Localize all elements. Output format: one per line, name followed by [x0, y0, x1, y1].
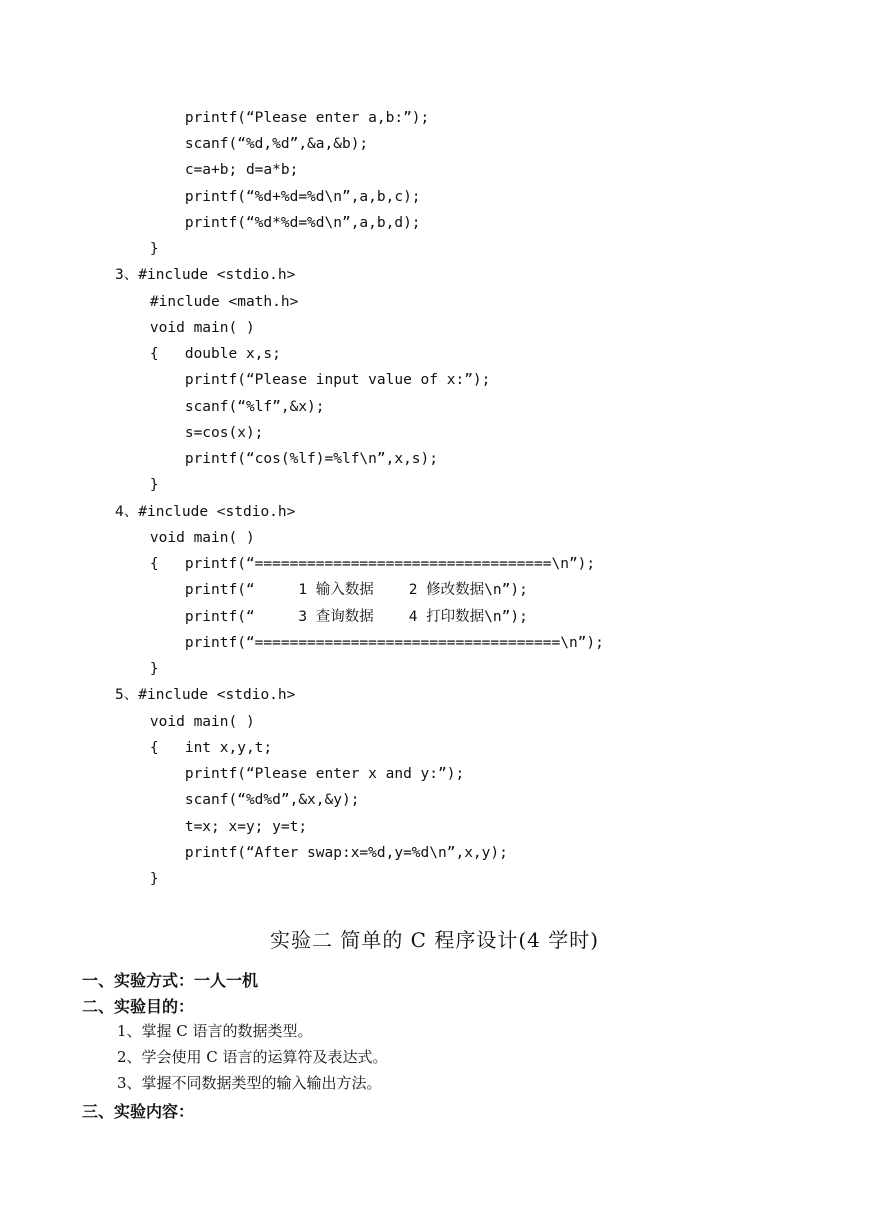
- code-line: printf(“%d*%d=%d\n”,a,b,d);: [115, 215, 421, 231]
- code-line: 3、#include <stdio.h>: [115, 267, 296, 283]
- code-line: }: [115, 661, 159, 677]
- code-line: scanf(“%d,%d”,&a,&b);: [115, 136, 369, 152]
- code-line: void main( ): [115, 714, 255, 730]
- code-line: }: [115, 241, 159, 257]
- section-title: 实验二 简单的 C 程序设计(4 学时): [269, 928, 600, 952]
- code-line: { int x,y,t;: [115, 740, 273, 756]
- code-line: printf(“After swap:x=%d,y=%d\n”,x,y);: [115, 845, 508, 861]
- code-line: scanf(“%lf”,&x);: [115, 399, 325, 415]
- code-line: printf(“Please enter a,b:”);: [115, 110, 430, 126]
- code-line: { double x,s;: [115, 346, 281, 362]
- code-line: printf(“Please input value of x:”);: [115, 372, 491, 388]
- code-line: t=x; x=y; y=t;: [115, 819, 308, 835]
- purpose-item: 2、学会使用 C 语言的运算符及表达式。: [117, 1048, 388, 1066]
- code-line: printf(“===================================\n”);: [115, 635, 604, 651]
- code-line: printf(“%d+%d=%d\n”,a,b,c);: [115, 189, 421, 205]
- code-line: c=a+b; d=a*b;: [115, 162, 299, 178]
- code-line: }: [115, 477, 159, 493]
- heading-experiment-mode: 一、实验方式：一人一机: [82, 971, 259, 990]
- code-line: 5、#include <stdio.h>: [115, 687, 296, 703]
- code-line: printf(“ 1 输入数据 2 修改数据\n”);: [115, 582, 528, 598]
- code-line: printf(“cos(%lf)=%lf\n”,x,s);: [115, 451, 439, 467]
- code-line: printf(“Please enter x and y:”);: [115, 766, 465, 782]
- code-line: }: [115, 871, 159, 887]
- code-line: #include <math.h>: [115, 294, 299, 310]
- code-line: s=cos(x);: [115, 425, 264, 441]
- code-line: { printf(“==================================\n”);: [115, 556, 596, 572]
- code-line: printf(“ 3 查询数据 4 打印数据\n”);: [115, 609, 528, 625]
- code-line: void main( ): [115, 320, 255, 336]
- code-line: 4、#include <stdio.h>: [115, 504, 296, 520]
- code-line: void main( ): [115, 530, 255, 546]
- purpose-item: 1、掌握 C 语言的数据类型。: [117, 1022, 313, 1040]
- code-line: scanf(“%d%d”,&x,&y);: [115, 792, 360, 808]
- heading-experiment-content: 三、实验内容：: [82, 1102, 195, 1121]
- purpose-item: 3、掌握不同数据类型的输入输出方法。: [117, 1074, 382, 1092]
- heading-experiment-purpose: 二、实验目的：: [82, 997, 195, 1016]
